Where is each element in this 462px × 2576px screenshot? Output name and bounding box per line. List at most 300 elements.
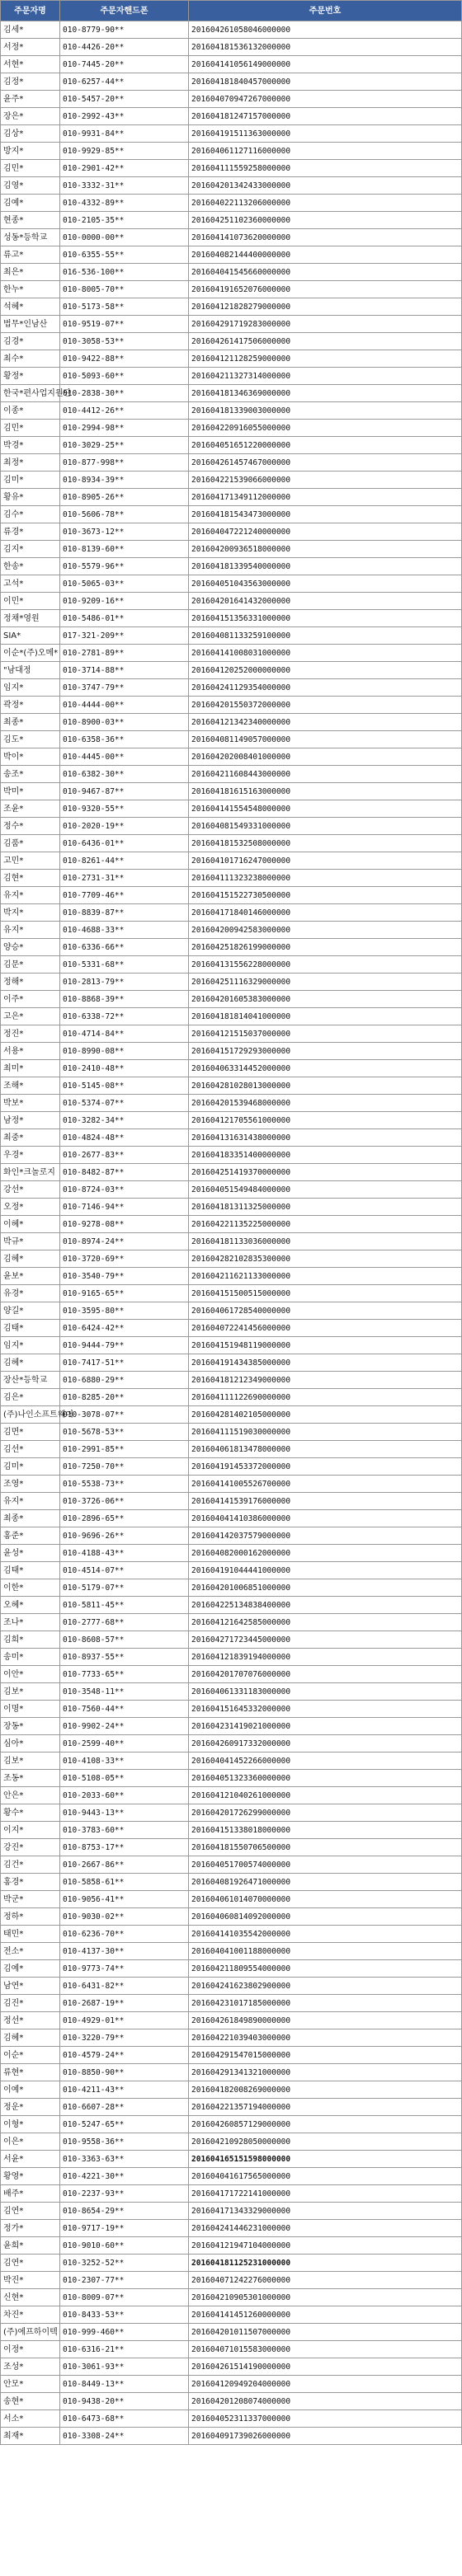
orderer-phone-cell: 010-5606-78** bbox=[60, 506, 189, 523]
order-number-cell: 201604047221240000000 bbox=[189, 523, 462, 541]
order-number-cell: 201604271723445000000 bbox=[189, 1631, 462, 1649]
table-row bbox=[1, 627, 462, 645]
orderer-phone-cell: 010-2237-93** bbox=[60, 2185, 189, 2203]
order-number-cell: 201604200936518000000 bbox=[189, 541, 462, 558]
order-number-cell: 201604291547015000000 bbox=[189, 2047, 462, 2064]
orderer-phone-cell: 010-6382-30** bbox=[60, 766, 189, 783]
orderer-phone-cell: 010-5179-07** bbox=[60, 1579, 189, 1597]
orderer-phone-cell: 010-4211-43** bbox=[60, 2081, 189, 2099]
table-row bbox=[1, 1112, 462, 1129]
orderer-phone-cell: 010-8974-24** bbox=[60, 1233, 189, 1250]
orderer-name-cell: 유지* bbox=[1, 1493, 60, 1510]
orderer-phone-cell: 010-2991-85** bbox=[60, 1441, 189, 1458]
order-number-cell: 201604141073620000000 bbox=[189, 229, 462, 246]
orderer-name-cell: 곽정* bbox=[1, 697, 60, 714]
order-number-cell: 201604181543473000000 bbox=[189, 506, 462, 523]
table-row bbox=[1, 402, 462, 420]
order-number-cell: 201604291719283000000 bbox=[189, 316, 462, 333]
orderer-phone-cell: 010-2033-60** bbox=[60, 1787, 189, 1804]
orderer-phone-cell: 010-9320-55** bbox=[60, 800, 189, 818]
table-row bbox=[1, 939, 462, 956]
table-row bbox=[1, 2133, 462, 2151]
orderer-name-cell: 전소* bbox=[1, 1943, 60, 1960]
orderer-name-cell: 김수* bbox=[1, 506, 60, 523]
order-number-cell: 201604231419021000000 bbox=[189, 1718, 462, 1735]
orderer-phone-cell: 010-6358-36** bbox=[60, 731, 189, 748]
orderer-name-cell: 강진* bbox=[1, 1839, 60, 1856]
order-number-cell: 201604241129354000000 bbox=[189, 679, 462, 697]
table-row bbox=[1, 1822, 462, 1839]
orderer-name-cell: 서소* bbox=[1, 2410, 60, 2428]
order-number-cell: 201604131556228000000 bbox=[189, 956, 462, 974]
order-number-cell: 201604061127116000000 bbox=[189, 143, 462, 160]
orderer-phone-cell: 010-2020-19** bbox=[60, 818, 189, 835]
order-number-cell: 201604281028013000000 bbox=[189, 1077, 462, 1095]
orderer-name-cell: 이순*(주)오메* bbox=[1, 645, 60, 662]
order-number-cell: 201604231017185000000 bbox=[189, 1995, 462, 2012]
order-number-cell: 201604191453372000000 bbox=[189, 1458, 462, 1476]
order-number-cell: 201604141005526700000 bbox=[189, 1476, 462, 1493]
table-row bbox=[1, 2376, 462, 2393]
order-number-cell: 201604282102835300000 bbox=[189, 1250, 462, 1268]
order-number-cell: 201604251116329000000 bbox=[189, 974, 462, 991]
orderer-phone-cell: 010-3720-69** bbox=[60, 1250, 189, 1268]
orderer-name-cell: 이순* bbox=[1, 2047, 60, 2064]
order-number-cell: 201604201539468000000 bbox=[189, 1095, 462, 1112]
table-row bbox=[1, 645, 462, 662]
table-row bbox=[1, 1631, 462, 1649]
table-row bbox=[1, 974, 462, 991]
table-row bbox=[1, 523, 462, 541]
table-row bbox=[1, 1701, 462, 1718]
order-number-cell: 201604081549331000000 bbox=[189, 818, 462, 835]
orderer-name-cell: 김민* bbox=[1, 160, 60, 177]
table-row bbox=[1, 1770, 462, 1787]
orderer-phone-cell: 010-3673-12** bbox=[60, 523, 189, 541]
orderer-phone-cell: 010-2994-98** bbox=[60, 420, 189, 437]
orderer-name-cell: 서윤* bbox=[1, 2151, 60, 2168]
order-number-cell: 201604181814041000000 bbox=[189, 1008, 462, 1025]
orderer-phone-cell: 010-5538-73** bbox=[60, 1476, 189, 1493]
orderer-phone-cell: 010-2813-79** bbox=[60, 974, 189, 991]
order-number-cell: 201604261514190000000 bbox=[189, 2358, 462, 2376]
orderer-phone-cell: 010-7445-20** bbox=[60, 56, 189, 73]
table-row bbox=[1, 420, 462, 437]
orderer-name-cell: 정수* bbox=[1, 818, 60, 835]
orderer-name-cell: 서용* bbox=[1, 1043, 60, 1060]
table-row bbox=[1, 1995, 462, 2012]
order-number-cell: 201604121040261000000 bbox=[189, 1787, 462, 1804]
orderer-name-cell: 김현* bbox=[1, 870, 60, 887]
orderer-name-cell: 안모* bbox=[1, 2376, 60, 2393]
orderer-phone-cell: 010-7709-46** bbox=[60, 887, 189, 904]
order-number-cell: 201604041545660000000 bbox=[189, 264, 462, 281]
table-row bbox=[1, 1389, 462, 1406]
table-row bbox=[1, 1285, 462, 1302]
orderer-name-cell: 서현* bbox=[1, 56, 60, 73]
orderer-phone-cell: 010-9444-79** bbox=[60, 1337, 189, 1354]
order-number-cell: 201604171343329000000 bbox=[189, 2203, 462, 2220]
orderer-name-cell: 우경* bbox=[1, 1147, 60, 1164]
orderer-name-cell: 박군* bbox=[1, 1891, 60, 1908]
orderer-phone-cell: 016-536-100** bbox=[60, 264, 189, 281]
order-number-cell: 201604181339003000000 bbox=[189, 402, 462, 420]
order-number-cell: 201604051700574000000 bbox=[189, 1856, 462, 1874]
orderer-name-cell: SIA* bbox=[1, 627, 60, 645]
table-row bbox=[1, 1753, 462, 1770]
table-row bbox=[1, 316, 462, 333]
table-row bbox=[1, 437, 462, 454]
table-row bbox=[1, 1943, 462, 1960]
orderer-name-cell: 최수* bbox=[1, 350, 60, 368]
orderer-phone-cell: 010-8724-03** bbox=[60, 1181, 189, 1199]
orderer-phone-cell: 010-4108-33** bbox=[60, 1753, 189, 1770]
table-row bbox=[1, 1424, 462, 1441]
order-number-cell: 201604151645332000000 bbox=[189, 1701, 462, 1718]
orderer-phone-cell: 010-7560-44** bbox=[60, 1701, 189, 1718]
orderer-phone-cell: 010-2599-40** bbox=[60, 1735, 189, 1753]
orderer-phone-cell: 010-3308-24** bbox=[60, 2428, 189, 2445]
table-row bbox=[1, 1320, 462, 1337]
orderer-phone-cell: 010-2307-77** bbox=[60, 2272, 189, 2289]
orderer-name-cell: 송미* bbox=[1, 1649, 60, 1666]
orderer-name-cell: 김연* bbox=[1, 2203, 60, 2220]
orderer-phone-cell: 010-4221-30** bbox=[60, 2168, 189, 2185]
orderer-name-cell: 유경* bbox=[1, 1285, 60, 1302]
orderer-name-cell: 황수* bbox=[1, 1804, 60, 1822]
table-row bbox=[1, 39, 462, 56]
header-orderer-phone: 주문자핸드폰 bbox=[60, 1, 189, 21]
orderer-phone-cell: 017-321-209** bbox=[60, 627, 189, 645]
orderer-phone-cell: 010-5331-68** bbox=[60, 956, 189, 974]
table-row bbox=[1, 1337, 462, 1354]
order-number-cell: 201604151500515000000 bbox=[189, 1285, 462, 1302]
order-number-cell: 201604241623802900000 bbox=[189, 1978, 462, 1995]
orderer-name-cell: 최정* bbox=[1, 454, 60, 472]
orderer-name-cell: 정운* bbox=[1, 2099, 60, 2116]
orderer-phone-cell: 010-8608-57** bbox=[60, 1631, 189, 1649]
orderer-phone-cell: 010-2901-42** bbox=[60, 160, 189, 177]
orderer-name-cell: 이안* bbox=[1, 1666, 60, 1683]
order-number-cell: 201604201342433000000 bbox=[189, 177, 462, 195]
table-row bbox=[1, 108, 462, 125]
orderer-name-cell: 김면* bbox=[1, 1424, 60, 1441]
orderer-phone-cell: 010-2731-31** bbox=[60, 870, 189, 887]
orderer-name-cell: 임지* bbox=[1, 1337, 60, 1354]
orderer-name-cell: 김혜* bbox=[1, 1250, 60, 1268]
orderer-phone-cell: 010-2992-43** bbox=[60, 108, 189, 125]
table-row bbox=[1, 1441, 462, 1458]
order-number-cell: 201604120949204000000 bbox=[189, 2376, 462, 2393]
table-row bbox=[1, 2029, 462, 2047]
order-number-cell: 201604111559258000000 bbox=[189, 160, 462, 177]
table-row bbox=[1, 2255, 462, 2272]
order-number-cell: 201604183351400000000 bbox=[189, 1147, 462, 1164]
order-number-cell: 201604131631438000000 bbox=[189, 1129, 462, 1147]
table-row bbox=[1, 1960, 462, 1978]
table-row bbox=[1, 350, 462, 368]
orderer-phone-cell: 010-9558-36** bbox=[60, 2133, 189, 2151]
order-number-cell: 201604141056149000000 bbox=[189, 56, 462, 73]
orderer-name-cell: 김도* bbox=[1, 731, 60, 748]
table-row bbox=[1, 73, 462, 91]
orderer-phone-cell: 010-2838-30** bbox=[60, 385, 189, 402]
table-row bbox=[1, 1025, 462, 1043]
order-number-cell: 201604210905301000000 bbox=[189, 2289, 462, 2306]
orderer-phone-cell: 010-8139-60** bbox=[60, 541, 189, 558]
order-number-cell: 201604181311325000000 bbox=[189, 1199, 462, 1216]
orderer-name-cell: 이주* bbox=[1, 991, 60, 1008]
order-number-cell: 201604181536132000000 bbox=[189, 39, 462, 56]
table-row bbox=[1, 472, 462, 489]
table-row bbox=[1, 125, 462, 143]
table-row bbox=[1, 1077, 462, 1095]
orderer-name-cell: 홍경* bbox=[1, 1874, 60, 1891]
table-row bbox=[1, 956, 462, 974]
order-number-cell: 201604071242276000000 bbox=[189, 2272, 462, 2289]
orderer-phone-cell: 010-9902-24** bbox=[60, 1718, 189, 1735]
orderer-name-cell: 박규* bbox=[1, 1233, 60, 1250]
table-row bbox=[1, 1978, 462, 1995]
orderer-phone-cell: 010-5108-05** bbox=[60, 1770, 189, 1787]
order-number-cell: 201604151356331000000 bbox=[189, 610, 462, 627]
table-row bbox=[1, 1856, 462, 1874]
orderer-phone-cell: 010-3332-31** bbox=[60, 177, 189, 195]
orderer-phone-cell: 010-4188-43** bbox=[60, 1545, 189, 1562]
orderer-name-cell: 김보* bbox=[1, 1683, 60, 1701]
order-number-cell: 201604151729293000000 bbox=[189, 1043, 462, 1060]
order-number-cell: 201604201707076000000 bbox=[189, 1666, 462, 1683]
orderer-phone-cell: 010-3726-06** bbox=[60, 1493, 189, 1510]
table-row bbox=[1, 800, 462, 818]
orderer-name-cell: (주)에프하이텍 bbox=[1, 2324, 60, 2341]
orderer-name-cell: 류고* bbox=[1, 246, 60, 264]
orderer-phone-cell: 010-8005-70** bbox=[60, 281, 189, 298]
order-number-cell: 201604151948119000000 bbox=[189, 1337, 462, 1354]
orderer-name-cell: 고은* bbox=[1, 1008, 60, 1025]
orderer-name-cell: 조동* bbox=[1, 1770, 60, 1787]
orderer-phone-cell: 010-3220-79** bbox=[60, 2029, 189, 2047]
table-row bbox=[1, 679, 462, 697]
table-row bbox=[1, 385, 462, 402]
order-number-cell: 201604171722141000000 bbox=[189, 2185, 462, 2203]
orderer-name-cell: 이한* bbox=[1, 1579, 60, 1597]
orderer-phone-cell: 010-6880-29** bbox=[60, 1372, 189, 1389]
orderer-phone-cell: 010-9056-41** bbox=[60, 1891, 189, 1908]
table-row bbox=[1, 2012, 462, 2029]
order-number-cell: 201604171349112000000 bbox=[189, 489, 462, 506]
order-number-cell: 201604221539066000000 bbox=[189, 472, 462, 489]
table-row bbox=[1, 1476, 462, 1493]
orderer-name-cell: 양길* bbox=[1, 1302, 60, 1320]
order-number-cell: 201604191434385000000 bbox=[189, 1354, 462, 1372]
orderer-name-cell: 장산*등학교 bbox=[1, 1372, 60, 1389]
orderer-name-cell: 박지* bbox=[1, 904, 60, 922]
orderer-name-cell: 고석* bbox=[1, 575, 60, 593]
orderer-name-cell: 법무*인남산 bbox=[1, 316, 60, 333]
orderer-phone-cell: 010-9773-74** bbox=[60, 1960, 189, 1978]
order-number-cell: 201604200942583000000 bbox=[189, 922, 462, 939]
order-number-cell: 201604260857129000000 bbox=[189, 2116, 462, 2133]
order-number-cell: 201604051549484000000 bbox=[189, 1181, 462, 1199]
table-row bbox=[1, 1787, 462, 1804]
table-row bbox=[1, 766, 462, 783]
header-row bbox=[1, 1, 462, 21]
orderer-name-cell: 유지* bbox=[1, 922, 60, 939]
orderer-name-cell: 화인*크놀로지 bbox=[1, 1164, 60, 1181]
orderer-phone-cell: 010-4714-84** bbox=[60, 1025, 189, 1043]
orderer-phone-cell: 010-8449-13** bbox=[60, 2376, 189, 2393]
order-number-cell: 201604051323360000000 bbox=[189, 1770, 462, 1787]
orderer-phone-cell: 010-7417-51** bbox=[60, 1354, 189, 1372]
order-number-cell: 201604101716247000000 bbox=[189, 852, 462, 870]
orderer-phone-cell: 010-8261-44** bbox=[60, 852, 189, 870]
orderer-phone-cell: 010-7146-94** bbox=[60, 1199, 189, 1216]
orderer-phone-cell: 010-6473-68** bbox=[60, 2410, 189, 2428]
table-row bbox=[1, 91, 462, 108]
orderer-name-cell: 이명* bbox=[1, 1701, 60, 1718]
order-number-cell: 201604121828279000000 bbox=[189, 298, 462, 316]
orderer-phone-cell: 010-2777-68** bbox=[60, 1614, 189, 1631]
orderer-name-cell: 조나* bbox=[1, 1614, 60, 1631]
orderer-name-cell: 석혜* bbox=[1, 298, 60, 316]
table-row bbox=[1, 2168, 462, 2185]
table-row bbox=[1, 2151, 462, 2168]
order-number-cell: 201604181532508000000 bbox=[189, 835, 462, 852]
table-row bbox=[1, 1302, 462, 1320]
orderer-phone-cell: 010-9209-16** bbox=[60, 593, 189, 610]
table-row bbox=[1, 281, 462, 298]
table-row bbox=[1, 489, 462, 506]
table-row bbox=[1, 1683, 462, 1701]
table-row bbox=[1, 1579, 462, 1597]
table-row bbox=[1, 1147, 462, 1164]
orderer-name-cell: 차진* bbox=[1, 2306, 60, 2324]
orderer-name-cell: 정해* bbox=[1, 974, 60, 991]
orderer-phone-cell: 010-5093-60** bbox=[60, 368, 189, 385]
order-number-cell: 201604091739026000000 bbox=[189, 2428, 462, 2445]
orderer-name-cell: 황정* bbox=[1, 368, 60, 385]
order-number-cell: 201604141451260000000 bbox=[189, 2306, 462, 2324]
orderer-name-cell: 양승* bbox=[1, 939, 60, 956]
order-number-cell: 201604211621133000000 bbox=[189, 1268, 462, 1285]
table-row bbox=[1, 697, 462, 714]
table-row bbox=[1, 2341, 462, 2358]
orderer-name-cell: 박미* bbox=[1, 783, 60, 800]
order-number-cell: 201604142037579000000 bbox=[189, 1527, 462, 1545]
orderer-name-cell: 최종* bbox=[1, 714, 60, 731]
orderer-phone-cell: 010-3078-07** bbox=[60, 1406, 189, 1424]
orderer-phone-cell: 010-8990-08** bbox=[60, 1043, 189, 1060]
orderer-name-cell: 김미* bbox=[1, 1458, 60, 1476]
orderer-phone-cell: 010-8900-03** bbox=[60, 714, 189, 731]
orderer-phone-cell: 010-4412-26** bbox=[60, 402, 189, 420]
orderer-name-cell: 이예* bbox=[1, 2081, 60, 2099]
order-number-cell: 201604211327314000000 bbox=[189, 368, 462, 385]
orderer-name-cell: 현종* bbox=[1, 212, 60, 229]
table-row bbox=[1, 2289, 462, 2306]
orderer-name-cell: 정진* bbox=[1, 1025, 60, 1043]
orderer-phone-cell: 010-2410-48** bbox=[60, 1060, 189, 1077]
orderer-name-cell: 김연* bbox=[1, 2255, 60, 2272]
orderer-phone-cell: 010-5173-58** bbox=[60, 298, 189, 316]
orderer-phone-cell: 010-5579-96** bbox=[60, 558, 189, 575]
orderer-name-cell: 김경* bbox=[1, 333, 60, 350]
order-number-cell: 201604181212349000000 bbox=[189, 1372, 462, 1389]
orderer-name-cell: 김태* bbox=[1, 1562, 60, 1579]
order-number-cell: 201604111122690000000 bbox=[189, 1389, 462, 1406]
table-row bbox=[1, 1129, 462, 1147]
orderer-phone-cell: 010-5486-01** bbox=[60, 610, 189, 627]
order-number-cell: 201604141539176000000 bbox=[189, 1493, 462, 1510]
table-row bbox=[1, 1372, 462, 1389]
orderer-phone-cell: 010-9278-08** bbox=[60, 1216, 189, 1233]
orderer-phone-cell: 010-2677-83** bbox=[60, 1147, 189, 1164]
order-number-cell: 201604052311337000000 bbox=[189, 2410, 462, 2428]
table-row bbox=[1, 1666, 462, 1683]
orderer-name-cell: 윤보* bbox=[1, 1268, 60, 1285]
table-row bbox=[1, 1614, 462, 1631]
orderer-name-cell: 최은* bbox=[1, 264, 60, 281]
order-number-cell: 201604111323238000000 bbox=[189, 870, 462, 887]
order-number-cell: 201604225134838400000 bbox=[189, 1597, 462, 1614]
orderer-phone-cell: 010-5858-61** bbox=[60, 1874, 189, 1891]
table-row bbox=[1, 264, 462, 281]
orderer-name-cell: 박경* bbox=[1, 437, 60, 454]
table-row bbox=[1, 904, 462, 922]
order-number-cell: 201604181346369000000 bbox=[189, 385, 462, 402]
orderer-phone-cell: 010-8753-17** bbox=[60, 1839, 189, 1856]
table-row bbox=[1, 783, 462, 800]
table-row bbox=[1, 177, 462, 195]
order-number-cell: 201604041001188000000 bbox=[189, 1943, 462, 1960]
orderer-phone-cell: 010-0000-00** bbox=[60, 229, 189, 246]
table-row bbox=[1, 1493, 462, 1510]
table-row bbox=[1, 2428, 462, 2445]
orderer-phone-cell: 010-3595-80** bbox=[60, 1302, 189, 1320]
table-row bbox=[1, 1233, 462, 1250]
orderer-name-cell: 남정* bbox=[1, 1112, 60, 1129]
order-number-cell: 201604121642585000000 bbox=[189, 1614, 462, 1631]
order-number-cell: 201604191511363000000 bbox=[189, 125, 462, 143]
orderer-phone-cell: 010-8868-39** bbox=[60, 991, 189, 1008]
orderer-phone-cell: 010-9519-07** bbox=[60, 316, 189, 333]
table-row bbox=[1, 662, 462, 679]
orderer-name-cell: 오혜* bbox=[1, 1597, 60, 1614]
table-row bbox=[1, 160, 462, 177]
table-row bbox=[1, 575, 462, 593]
order-number-cell: 201604210928050000000 bbox=[189, 2133, 462, 2151]
table-row bbox=[1, 506, 462, 523]
order-number-cell: 201604220916055000000 bbox=[189, 420, 462, 437]
orderer-name-cell: 이정* bbox=[1, 2341, 60, 2358]
order-number-cell: 201604071015583000000 bbox=[189, 2341, 462, 2358]
orderer-phone-cell: 010-8285-20** bbox=[60, 1389, 189, 1406]
order-number-cell: 201604041410386000000 bbox=[189, 1510, 462, 1527]
table-row bbox=[1, 143, 462, 160]
orderer-name-cell: 윤희* bbox=[1, 2237, 60, 2255]
table-row bbox=[1, 1891, 462, 1908]
orderer-name-cell: 한송* bbox=[1, 558, 60, 575]
table-row bbox=[1, 1095, 462, 1112]
orderer-phone-cell: 010-8654-29** bbox=[60, 2203, 189, 2220]
orderer-name-cell: 성동*등학교 bbox=[1, 229, 60, 246]
orderer-phone-cell: 010-3061-93** bbox=[60, 2358, 189, 2376]
table-row bbox=[1, 731, 462, 748]
orderer-name-cell: 황유* bbox=[1, 489, 60, 506]
orderer-phone-cell: 010-2781-89** bbox=[60, 645, 189, 662]
order-number-cell: 201604051651220000000 bbox=[189, 437, 462, 454]
